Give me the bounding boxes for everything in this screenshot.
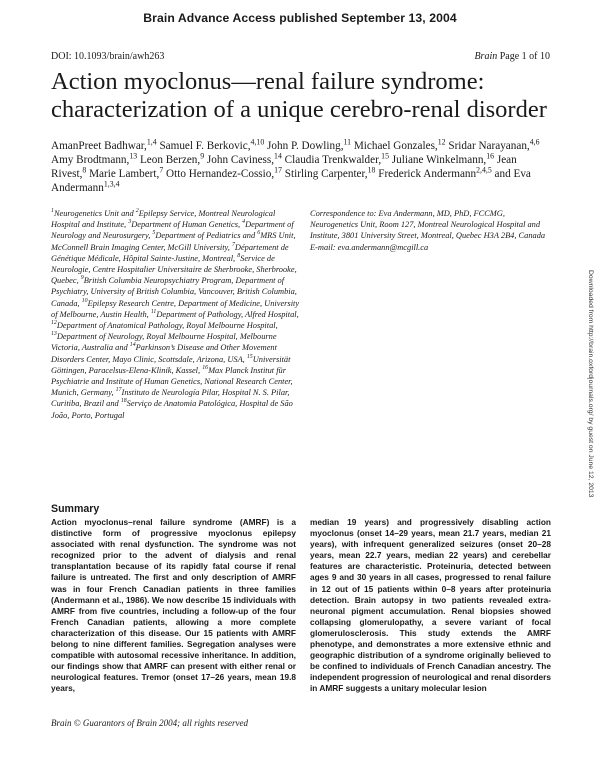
affiliation-number: 4 (242, 219, 246, 226)
correspondence-address: Correspondence to: Eva Andermann, MD, PhD, FCCMG, Neurogenetics Unit, Room 127, Montreal Neurological Hospital and Institute, 3801 University Street, Montreal, Quebec H3A 2B4, Canada (310, 209, 546, 241)
affiliation-number: 7 (231, 241, 235, 248)
affiliation-text: Epilepsy Service, Montreal Neurological Hospital and Institute, (51, 209, 276, 230)
author-name: Sridar Narayanan, (448, 140, 530, 152)
affiliation-number: 10 (81, 297, 88, 304)
author-name: John P. Dowling, (267, 140, 344, 152)
affiliation-text: Department of Human Genetics, (131, 220, 243, 230)
affiliation-number: 15 (246, 353, 253, 360)
author-affiliation-marker: 4,6 (529, 137, 540, 147)
journal-name: Brain (474, 51, 498, 62)
download-watermark: Downloaded from http://brain.oxfordjournals.org/ by guest on June 12, 2013 (587, 270, 594, 498)
affiliation-text: Department of Neurology, Royal Melbourne Hospital, Melbourne Victoria, Australia and (51, 332, 277, 353)
author-affiliation-marker: 15 (381, 151, 389, 161)
author-name: Samuel F. Berkovic, (159, 140, 251, 152)
author-name: Otto Hernandez-Cossio, (166, 168, 275, 180)
affiliation-number: 8 (237, 253, 241, 260)
copyright-footer: Brain © Guarantors of Brain 2004; all rights reserved (51, 718, 249, 728)
author-name: Amy Brodtmann, (51, 154, 130, 166)
affiliation-number: 12 (51, 320, 57, 327)
author-name: Marie Lambert, (89, 168, 160, 180)
affiliations (51, 208, 303, 421)
affiliation-text: Department of Pathology, Alfred Hospital, (156, 309, 299, 319)
author-name: Michael Gonzales, (353, 140, 438, 152)
affiliation-number: 1 (51, 208, 54, 215)
summary-heading: Summary (51, 503, 100, 515)
author-affiliation-marker: 8 (82, 165, 87, 175)
affiliation-number: 3 (128, 219, 132, 226)
page-info (474, 51, 550, 62)
affiliation-text: Serviço de Anatomia Patológica, Hospital de São João, Porto, Portugal (51, 399, 293, 420)
affiliation-number: 17 (115, 387, 122, 394)
author-name: Frederick Andermann (378, 168, 477, 180)
affiliation-text: Universität Göttingen, Paracelsus-Elena-Klinik, Kassel, (51, 354, 291, 375)
author-affiliation-marker: 1,3,4 (103, 179, 120, 189)
author-affiliation-marker: 7 (159, 165, 164, 175)
author-affiliation-marker: 4,10 (250, 137, 265, 147)
author-affiliation-marker: 2,4,5 (476, 165, 492, 175)
affiliation-text: Département de Génétique Médicale, Hôpital Sainte-Justine, Montreal, (51, 242, 289, 263)
correspondence-email: E-mail: eva.andermann@mcgill.ca (310, 242, 429, 252)
advance-access-banner: Brain Advance Access published September 13, 2004 (143, 11, 457, 25)
author-affiliation-marker: 11 (343, 137, 352, 147)
author-name: and Eva Andermann (51, 168, 531, 194)
author-name: Stirling Carpenter, (284, 168, 368, 180)
summary-column-left: Action myoclonus–renal failure syndrome (AMRF) is a distinctive form of progressive myoclonus epilepsy associated with renal dysfunction. The syndrome was not recognized prior to the advent of dialysis and renal transplantation because of its rapidly fatal course if renal failure is untreated. The first and only description of AMRF was in four French Canadian patients in three families (Andermann et al., 1986). We now describe 15 individuals with AMRF from five countries, including a follow-up of the four French Canadian patients, allowing a more complete characterization of this disease. Our 15 patients with AMRF belong to nine different families. Segregation analyses were compatible with autosomal recessive inheritance. In addition, our findings show that AMRF can present with either renal or neurological features. Tremor (onset 17–26 years, mean 19.8 years, (51, 517, 296, 694)
page-number: Page 1 of 10 (499, 51, 550, 62)
correspondence (310, 208, 550, 253)
affiliation-text: Department of Pediatrics and (155, 231, 258, 241)
affiliation-number: 5 (152, 230, 156, 237)
affiliation-text: Department of Anatomical Pathology, Royal Melbourne Hospital, (56, 321, 278, 331)
author-name: AmanPreet Badhwar, (51, 140, 147, 152)
affiliation-text: MRS Unit, McConnell Brain Imaging Center, McGill University, (51, 231, 296, 252)
affiliation-number: 18 (120, 398, 127, 405)
author-affiliation-marker: 13 (129, 151, 138, 161)
author-name: Leon Berzen, (139, 154, 201, 166)
doi: DOI: 10.1093/brain/awh263 (51, 51, 165, 62)
affiliation-text: Epilepsy Research Centre, Department of Medicine, University of Melbourne, Austin Health, (51, 298, 300, 319)
affiliation-text: Instituto de Neurología Pilar, Hospital N. S. Pilar, Curitiba, Brazil and (51, 388, 290, 409)
author-affiliation-marker: 1,4 (146, 137, 157, 147)
affiliation-text: Parkinson’s Disease and Other Movement Disorders Center, Mayo Clinic, Scottsdale, Arizona, USA, (51, 343, 277, 364)
author-affiliation-marker: 12 (437, 137, 446, 147)
affiliation-number: 13 (51, 331, 57, 338)
author-name: Claudia Trenkwalder, (284, 154, 382, 166)
affiliation-text: Department of Neurology and Neurosurgery, (51, 220, 294, 241)
summary-column-right: median 19 years) and progressively disabling action myoclonus (onset 14–29 years, mean 21.7 years, median 21 years), with infrequent generalized seizures (onset 20–28 years, mean 22.7 years, median 22 years) and cerebellar features are characteristic. Proteinuria, detected between ages 9 and 30 years in all cases, progressed to renal failure in 12 out of 15 patients within 0–8 years after proteinuria detection. Brain autopsy in two patients revealed extra-neuronal pigment accumulation. Renal biopsies showed collapsing glomerulopathy, a severe variant of focal glomerulosclerosis. This study extends the AMRF phenotype, and demonstrates a more extensive ethnic and geographic distribution of a syndrome originally believed to be confined to individuals of French Canadian ancestry. The independent progression of neurological and renal disorders in AMRF suggests a unitary molecular lesion (310, 517, 551, 694)
author-affiliation-marker: 14 (274, 151, 282, 161)
author-name: Juliane Winkelmann, (391, 154, 487, 166)
affiliation-text: Max Planck Institut für Psychiatrie and Institute of Human Genetics, National Research Center, Munich, Germany, (51, 365, 293, 398)
author-name: John Caviness, (206, 154, 275, 166)
author-affiliation-marker: 18 (367, 165, 376, 175)
affiliation-text: British Columbia Neuropsychiatry Program, Department of Psychiatry, University of British Columbia, Vancouver, British Columbia, Canada, (51, 276, 297, 308)
author-list (51, 139, 551, 195)
author-name: Jean Rivest, (51, 154, 517, 180)
author-affiliation-marker: 16 (486, 151, 495, 161)
paper-title: Action myoclonus—renal failure syndrome: characterization of a unique cerebro-renal disorder (51, 68, 547, 123)
affiliation-number: 14 (129, 342, 136, 349)
affiliation-number: 6 (257, 230, 261, 237)
affiliation-number: 9 (80, 275, 84, 282)
author-affiliation-marker: 9 (200, 151, 205, 161)
affiliation-text: Service de Neurologie, Centre Hospitalier Universitaire de Sherbrooke, Sherbrooke, Quebec, (51, 253, 297, 286)
affiliation-number: 16 (202, 365, 209, 372)
affiliation-text: Neurogenetics Unit and (53, 209, 136, 218)
affiliation-number: 11 (150, 309, 157, 316)
affiliation-number: 2 (135, 208, 139, 215)
author-affiliation-marker: 17 (274, 165, 282, 175)
